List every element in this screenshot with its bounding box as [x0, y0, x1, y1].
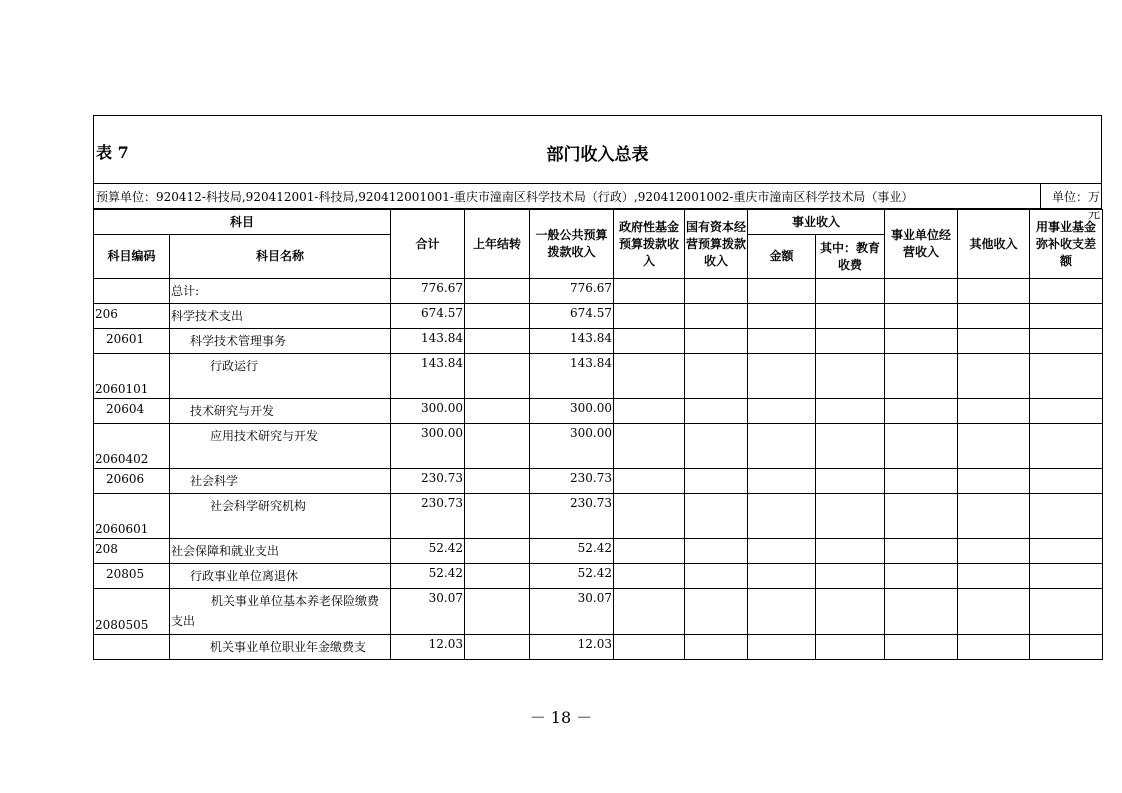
- budget-unit-row: [93, 184, 1102, 221]
- header-total: 合计: [391, 210, 465, 279]
- header-subject: 科目: [94, 210, 391, 235]
- income-table: [93, 209, 1103, 660]
- header-general-budget: 一般公共预算拨款收入: [530, 210, 614, 279]
- table-row: 2080505 机关事业单位基本养老保险缴费支出 30.07 30.07: [94, 589, 1103, 635]
- table-row: 208 社会保障和就业支出 52.42 52.42: [94, 539, 1103, 564]
- page-title: 部门收入总表: [546, 145, 649, 165]
- table-row: 20604 技术研究与开发 300.00 300.00: [94, 399, 1103, 424]
- budget-unit-text: 预算单位：920412-科技局,920412001-科技局,920412001001-重庆市潼南区科学技术局（行政）,920412001002-重庆市潼南区科学技术局（事业）: [96, 190, 914, 204]
- unit-text: 单位：万元: [1040, 184, 1101, 208]
- header-business-unit-income: 事业单位经营收入: [885, 210, 958, 279]
- header-state-capital: 国有资本经营预算拨款收入: [685, 210, 748, 279]
- table-row: 206 科学技术支出 674.57 674.57: [94, 304, 1103, 329]
- header-other-income: 其他收入: [958, 210, 1030, 279]
- page-number: － 18 －: [529, 708, 593, 727]
- header-fund-balance: 用事业基金弥补收支差额: [1030, 210, 1103, 279]
- table-row: 机关事业单位职业年金缴费支 12.03 12.03: [94, 635, 1103, 660]
- header-business-income: 事业收入: [748, 210, 885, 235]
- title-box: [93, 115, 1102, 184]
- header-gov-fund: 政府性基金预算拨款收入: [614, 210, 685, 279]
- table-row: 总计: 776.67 776.67: [94, 279, 1103, 304]
- table-row: 20601 科学技术管理事务 143.84 143.84: [94, 329, 1103, 354]
- table-row: 2060402 应用技术研究与开发 300.00 300.00: [94, 424, 1103, 469]
- table-row: 20805 行政事业单位离退休 52.42 52.42: [94, 564, 1103, 589]
- header-education-fee: 其中：教育收费: [816, 235, 885, 279]
- table-row: 2060601 社会科学研究机构 230.73 230.73: [94, 494, 1103, 539]
- header-code: 科目编码: [94, 235, 170, 279]
- income-summary-sheet: [93, 115, 1102, 660]
- header-amount: 金额: [748, 235, 816, 279]
- header-carryover: 上年结转: [465, 210, 530, 279]
- table-row: 2060101 行政运行 143.84 143.84: [94, 354, 1103, 399]
- header-name: 科目名称: [170, 235, 391, 279]
- table-row: 20606 社会科学 230.73 230.73: [94, 469, 1103, 494]
- table-label: 表 7: [96, 143, 129, 162]
